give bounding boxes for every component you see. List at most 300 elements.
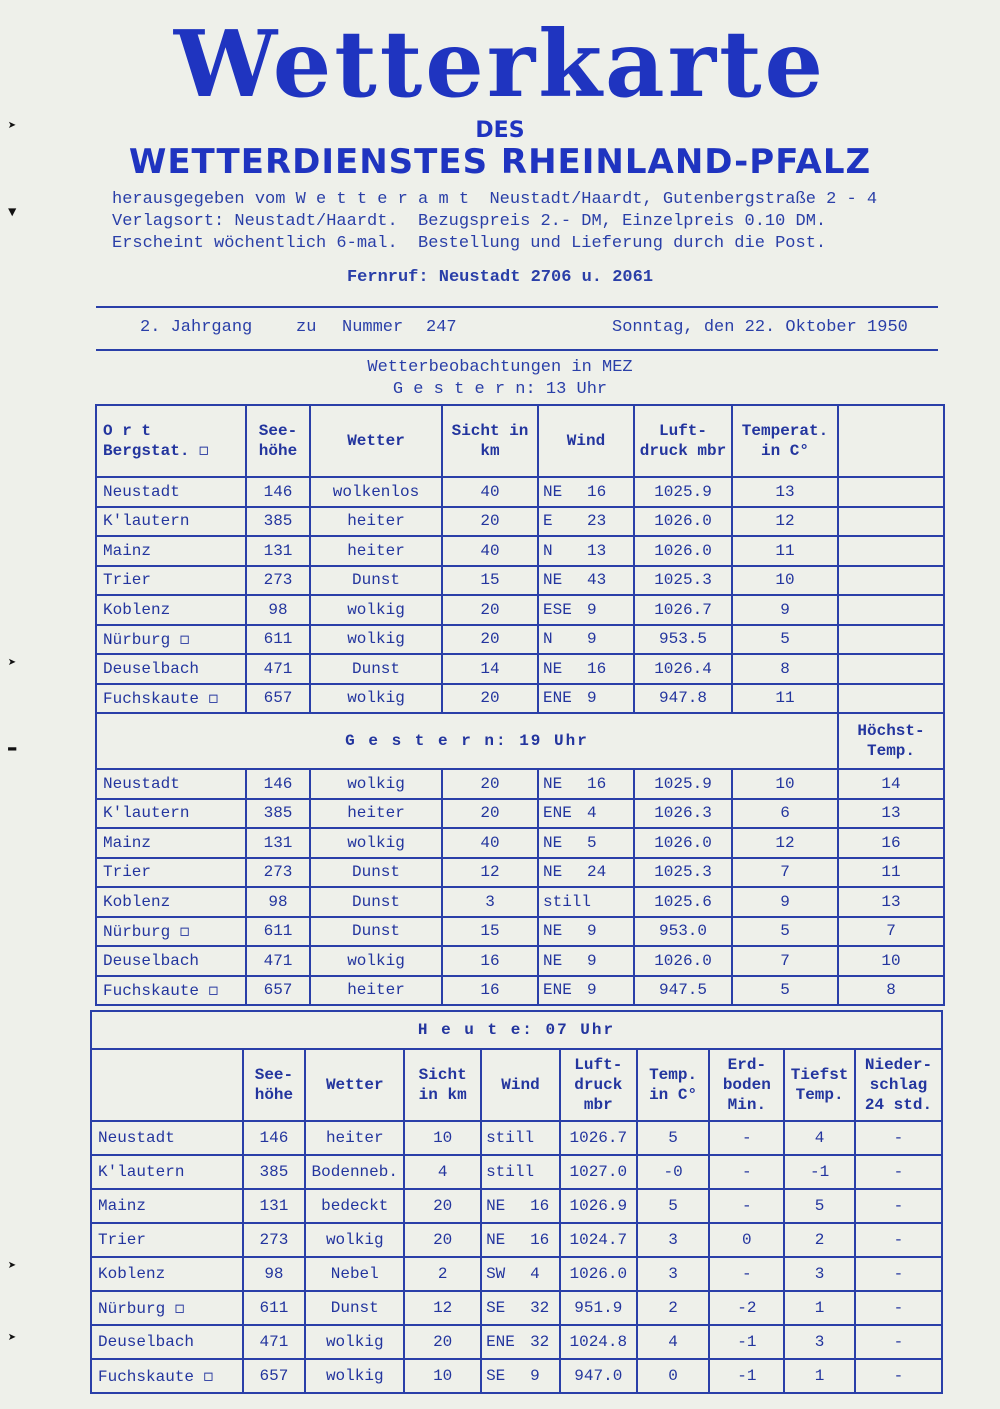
margin-mark: ➤ bbox=[8, 656, 17, 672]
cell-temp: 9 bbox=[732, 887, 838, 917]
cell-ort: Fuchskaute ◻ bbox=[96, 976, 246, 1006]
cell-sicht: 12 bbox=[442, 858, 538, 888]
cell-temp: 11 bbox=[732, 684, 838, 714]
table-row bbox=[96, 828, 944, 858]
cell-niederschlag: - bbox=[855, 1121, 942, 1155]
table-heute bbox=[90, 1010, 943, 1394]
table3-header-row bbox=[91, 1049, 942, 1121]
cell-temp: 7 bbox=[732, 946, 838, 976]
table-row bbox=[91, 1155, 942, 1189]
table-row bbox=[96, 507, 944, 537]
cell-seehoehe: 385 bbox=[246, 799, 310, 829]
ort-label: O r t bbox=[103, 422, 152, 440]
col-temp-header: Temperat. in C° bbox=[732, 405, 838, 477]
margin-mark: ➤ bbox=[8, 119, 17, 135]
cell-luftdruck: 953.0 bbox=[634, 917, 732, 947]
table-row bbox=[91, 1291, 942, 1325]
col-temp-header: Temp. in C° bbox=[637, 1049, 710, 1121]
cell-temp: 4 bbox=[637, 1325, 710, 1359]
bergstat-label: Bergstat. ◻ bbox=[103, 442, 209, 460]
cell-wetter: heiter bbox=[310, 976, 442, 1006]
table-row bbox=[91, 1325, 942, 1359]
cell-erdboden: -2 bbox=[709, 1291, 784, 1325]
cell-tiefst: 4 bbox=[784, 1121, 855, 1155]
cell-seehoehe: 146 bbox=[243, 1121, 306, 1155]
cell-temp: 10 bbox=[732, 769, 838, 799]
cell-ort: Nürburg ◻ bbox=[91, 1291, 243, 1325]
wind-direction: N bbox=[543, 630, 553, 649]
issue-number: 247 bbox=[426, 318, 457, 337]
col-ort-header bbox=[91, 1049, 243, 1121]
section2-title: G e s t e r n: 19 Uhr bbox=[96, 713, 838, 769]
cell-wind bbox=[481, 1291, 560, 1325]
cell-ort: Trier bbox=[91, 1223, 243, 1257]
cell-temp: 7 bbox=[732, 858, 838, 888]
cell-seehoehe: 146 bbox=[246, 769, 310, 799]
cell-seehoehe: 131 bbox=[246, 536, 310, 566]
publisher-line: herausgegeben vom W e t t e r a m t Neustadt/Haardt, Gutenbergstraße 2 - 4 bbox=[112, 190, 878, 209]
cell-wetter: Dunst bbox=[310, 566, 442, 596]
cell-wetter: wolkig bbox=[310, 946, 442, 976]
cell-ort: Koblenz bbox=[96, 595, 246, 625]
cell-wind bbox=[481, 1359, 560, 1393]
cell-ort: Fuchskaute ◻ bbox=[96, 684, 246, 714]
cell-hoechst: 13 bbox=[838, 799, 944, 829]
cell-luftdruck: 1026.7 bbox=[634, 595, 732, 625]
cell-seehoehe: 657 bbox=[246, 976, 310, 1006]
cell-hoechst: 10 bbox=[838, 946, 944, 976]
col-ort-header bbox=[96, 405, 246, 477]
wind-direction: NE bbox=[543, 659, 563, 678]
cell-ort: K'lautern bbox=[96, 507, 246, 537]
cell-wind bbox=[538, 625, 634, 655]
wind-direction: NE bbox=[486, 1197, 506, 1215]
cell-wetter: heiter bbox=[310, 799, 442, 829]
cell-erdboden: 0 bbox=[709, 1223, 784, 1257]
cell-sicht: 15 bbox=[442, 917, 538, 947]
wind-speed: 9 bbox=[587, 600, 597, 619]
cell-tiefst: 5 bbox=[784, 1189, 855, 1223]
publication-line: Verlagsort: Neustadt/Haardt. Bezugspreis 2.- DM, Einzelpreis 0.10 DM. bbox=[112, 212, 827, 231]
cell-empty bbox=[838, 595, 944, 625]
table-row bbox=[91, 1257, 942, 1291]
cell-ort: Nürburg ◻ bbox=[96, 625, 246, 655]
col-niederschlag-header: Nieder- schlag 24 std. bbox=[855, 1049, 942, 1121]
table-gestern bbox=[95, 404, 945, 1006]
cell-sicht: 16 bbox=[442, 946, 538, 976]
cell-wind bbox=[538, 595, 634, 625]
cell-wetter: wolkig bbox=[310, 625, 442, 655]
wind-direction: NE bbox=[543, 951, 563, 970]
cell-seehoehe: 98 bbox=[246, 887, 310, 917]
cell-wetter: bedeckt bbox=[305, 1189, 404, 1223]
cell-sicht: 20 bbox=[404, 1189, 481, 1223]
table-row bbox=[96, 566, 944, 596]
cell-hoechst: 13 bbox=[838, 887, 944, 917]
cell-hoechst: 7 bbox=[838, 917, 944, 947]
table-row bbox=[96, 477, 944, 507]
cell-ort: Deuselbach bbox=[96, 946, 246, 976]
cell-ort: Deuselbach bbox=[96, 654, 246, 684]
col-wind-header: Wind bbox=[538, 405, 634, 477]
cell-wind bbox=[481, 1325, 560, 1359]
wind-speed: 9 bbox=[530, 1367, 540, 1385]
cell-wind bbox=[538, 684, 634, 714]
wind-direction: ENE bbox=[543, 689, 572, 708]
cell-sicht: 2 bbox=[404, 1257, 481, 1291]
table-row bbox=[91, 1223, 942, 1257]
issue-number-label: Nummer bbox=[342, 318, 404, 337]
col-luftdruck-header: Luft- druck mbr bbox=[560, 1049, 637, 1121]
cell-wind bbox=[538, 799, 634, 829]
cell-ort: Neustadt bbox=[91, 1121, 243, 1155]
cell-ort: Trier bbox=[96, 566, 246, 596]
issue-date: Sonntag, den 22. Oktober 1950 bbox=[612, 318, 908, 337]
wind-direction: NE bbox=[543, 833, 563, 852]
col-seehoehe-header: See- höhe bbox=[246, 405, 310, 477]
table-row bbox=[91, 1359, 942, 1393]
wind-direction: NE bbox=[543, 922, 563, 941]
cell-wetter: wolkig bbox=[305, 1325, 404, 1359]
header-rule-bottom bbox=[96, 349, 938, 351]
table-row bbox=[96, 769, 944, 799]
cell-temp: 5 bbox=[732, 625, 838, 655]
cell-seehoehe: 657 bbox=[246, 684, 310, 714]
wind-speed: 9 bbox=[587, 981, 597, 1000]
margin-mark: ▬ bbox=[8, 740, 17, 756]
masthead-title: Wetterkarte bbox=[173, 10, 827, 118]
wind-direction: still bbox=[486, 1129, 535, 1147]
col-tiefst-header: Tiefst Temp. bbox=[784, 1049, 855, 1121]
cell-luftdruck: 947.8 bbox=[634, 684, 732, 714]
wind-direction: E bbox=[543, 512, 553, 531]
cell-sicht: 3 bbox=[442, 887, 538, 917]
margin-mark: ➤ bbox=[8, 1331, 17, 1347]
margin-mark: ➤ bbox=[8, 1259, 17, 1275]
cell-empty bbox=[838, 507, 944, 537]
cell-tiefst: -1 bbox=[784, 1155, 855, 1189]
cell-seehoehe: 385 bbox=[243, 1155, 306, 1189]
cell-luftdruck: 953.5 bbox=[634, 625, 732, 655]
cell-wetter: Dunst bbox=[305, 1291, 404, 1325]
cell-temp: 3 bbox=[637, 1223, 710, 1257]
cell-wetter: wolkig bbox=[310, 595, 442, 625]
cell-seehoehe: 98 bbox=[243, 1257, 306, 1291]
delivery-line: Erscheint wöchentlich 6-mal. Bestellung und Lieferung durch die Post. bbox=[112, 234, 827, 253]
cell-luftdruck: 1025.9 bbox=[634, 769, 732, 799]
cell-hoechst: 14 bbox=[838, 769, 944, 799]
cell-temp: 5 bbox=[637, 1121, 710, 1155]
cell-tiefst: 1 bbox=[784, 1359, 855, 1393]
cell-tiefst: 3 bbox=[784, 1325, 855, 1359]
table-row bbox=[91, 1121, 942, 1155]
cell-wind bbox=[538, 917, 634, 947]
cell-empty bbox=[838, 477, 944, 507]
cell-ort: Nürburg ◻ bbox=[96, 917, 246, 947]
cell-niederschlag: - bbox=[855, 1291, 942, 1325]
cell-sicht: 15 bbox=[442, 566, 538, 596]
wind-direction: SE bbox=[486, 1367, 506, 1385]
cell-luftdruck: 1026.7 bbox=[560, 1121, 637, 1155]
observations-title: Wetterbeobachtungen in MEZ bbox=[367, 358, 633, 377]
cell-temp: 0 bbox=[637, 1359, 710, 1393]
cell-ort: Trier bbox=[96, 858, 246, 888]
cell-sicht: 16 bbox=[442, 976, 538, 1006]
cell-sicht: 20 bbox=[404, 1223, 481, 1257]
cell-ort: K'lautern bbox=[91, 1155, 243, 1189]
wind-direction: ENE bbox=[543, 804, 572, 823]
cell-niederschlag: - bbox=[855, 1223, 942, 1257]
cell-wind bbox=[538, 769, 634, 799]
cell-sicht: 10 bbox=[404, 1121, 481, 1155]
cell-seehoehe: 273 bbox=[243, 1223, 306, 1257]
header-rule-top bbox=[96, 306, 938, 308]
table-row bbox=[96, 976, 944, 1006]
wind-direction: N bbox=[543, 541, 553, 560]
cell-wetter: Nebel bbox=[305, 1257, 404, 1291]
cell-luftdruck: 1026.9 bbox=[560, 1189, 637, 1223]
cell-wetter: Bodenneb. bbox=[305, 1155, 404, 1189]
cell-luftdruck: 1026.0 bbox=[634, 507, 732, 537]
cell-sicht: 14 bbox=[442, 654, 538, 684]
cell-luftdruck: 1026.0 bbox=[560, 1257, 637, 1291]
cell-seehoehe: 273 bbox=[246, 858, 310, 888]
cell-wind bbox=[538, 477, 634, 507]
wind-direction: NE bbox=[543, 774, 563, 793]
table-row bbox=[96, 946, 944, 976]
cell-seehoehe: 471 bbox=[243, 1325, 306, 1359]
cell-sicht: 20 bbox=[442, 625, 538, 655]
cell-sicht: 20 bbox=[442, 684, 538, 714]
cell-wetter: heiter bbox=[310, 507, 442, 537]
cell-erdboden: -1 bbox=[709, 1359, 784, 1393]
cell-wetter: wolkig bbox=[305, 1359, 404, 1393]
cell-temp: 12 bbox=[732, 828, 838, 858]
cell-sicht: 20 bbox=[404, 1325, 481, 1359]
table-row bbox=[96, 595, 944, 625]
cell-luftdruck: 1027.0 bbox=[560, 1155, 637, 1189]
cell-erdboden: - bbox=[709, 1155, 784, 1189]
cell-luftdruck: 1026.0 bbox=[634, 828, 732, 858]
cell-wetter: Dunst bbox=[310, 858, 442, 888]
cell-wind bbox=[538, 887, 634, 917]
cell-sicht: 40 bbox=[442, 536, 538, 566]
cell-sicht: 40 bbox=[442, 477, 538, 507]
cell-empty bbox=[838, 625, 944, 655]
cell-erdboden: - bbox=[709, 1189, 784, 1223]
cell-wind bbox=[481, 1121, 560, 1155]
cell-luftdruck: 1026.0 bbox=[634, 946, 732, 976]
cell-luftdruck: 1024.7 bbox=[560, 1223, 637, 1257]
phone-line: Fernruf: Neustadt 2706 u. 2061 bbox=[346, 268, 654, 287]
col-hoechst-header: Höchst- Temp. bbox=[838, 713, 944, 769]
cell-ort: Neustadt bbox=[96, 477, 246, 507]
wind-direction: NE bbox=[543, 482, 563, 501]
cell-wind bbox=[538, 946, 634, 976]
wind-direction: ESE bbox=[543, 600, 572, 619]
wind-speed: 9 bbox=[587, 951, 597, 970]
cell-temp: 5 bbox=[732, 917, 838, 947]
cell-wetter: wolkig bbox=[310, 828, 442, 858]
cell-temp: 13 bbox=[732, 477, 838, 507]
wind-direction: ENE bbox=[543, 981, 572, 1000]
cell-sicht: 20 bbox=[442, 799, 538, 829]
col-wind-header: Wind bbox=[481, 1049, 560, 1121]
wind-speed: 16 bbox=[587, 774, 607, 793]
wind-speed: 13 bbox=[587, 541, 607, 560]
wind-speed: 43 bbox=[587, 571, 607, 590]
cell-ort: Neustadt bbox=[96, 769, 246, 799]
cell-temp: 11 bbox=[732, 536, 838, 566]
cell-empty bbox=[838, 536, 944, 566]
masthead-des: DES bbox=[475, 118, 525, 143]
cell-seehoehe: 146 bbox=[246, 477, 310, 507]
wind-direction: SW bbox=[486, 1265, 506, 1283]
cell-wind bbox=[538, 858, 634, 888]
cell-niederschlag: - bbox=[855, 1189, 942, 1223]
cell-ort: Mainz bbox=[91, 1189, 243, 1223]
cell-niederschlag: - bbox=[855, 1257, 942, 1291]
cell-wetter: wolkig bbox=[310, 684, 442, 714]
cell-wetter: wolkenlos bbox=[310, 477, 442, 507]
cell-wind bbox=[538, 566, 634, 596]
cell-tiefst: 3 bbox=[784, 1257, 855, 1291]
wind-speed: 4 bbox=[530, 1265, 540, 1283]
cell-seehoehe: 471 bbox=[246, 654, 310, 684]
cell-luftdruck: 947.0 bbox=[560, 1359, 637, 1393]
cell-wind bbox=[481, 1223, 560, 1257]
cell-wetter: heiter bbox=[305, 1121, 404, 1155]
cell-luftdruck: 951.9 bbox=[560, 1291, 637, 1325]
cell-hoechst: 8 bbox=[838, 976, 944, 1006]
cell-sicht: 10 bbox=[404, 1359, 481, 1393]
cell-wetter: wolkig bbox=[305, 1223, 404, 1257]
cell-luftdruck: 947.5 bbox=[634, 976, 732, 1006]
issue-year: 2. Jahrgang bbox=[140, 318, 253, 337]
wind-direction: NE bbox=[543, 571, 563, 590]
cell-tiefst: 2 bbox=[784, 1223, 855, 1257]
cell-luftdruck: 1025.6 bbox=[634, 887, 732, 917]
col-sicht-header: Sicht in km bbox=[404, 1049, 481, 1121]
cell-temp: 5 bbox=[732, 976, 838, 1006]
wind-speed: 5 bbox=[587, 833, 597, 852]
cell-temp: -0 bbox=[637, 1155, 710, 1189]
cell-ort: Mainz bbox=[96, 828, 246, 858]
wind-direction: SE bbox=[486, 1299, 506, 1317]
cell-wind bbox=[538, 536, 634, 566]
cell-luftdruck: 1025.3 bbox=[634, 566, 732, 596]
table-row bbox=[96, 858, 944, 888]
col-erdboden-header: Erd- boden Min. bbox=[709, 1049, 784, 1121]
cell-seehoehe: 273 bbox=[246, 566, 310, 596]
cell-seehoehe: 131 bbox=[246, 828, 310, 858]
wind-speed: 32 bbox=[530, 1299, 550, 1317]
wind-speed: 4 bbox=[587, 804, 597, 823]
cell-ort: K'lautern bbox=[96, 799, 246, 829]
cell-sicht: 20 bbox=[442, 507, 538, 537]
section3-title-row bbox=[91, 1011, 942, 1049]
wind-speed: 9 bbox=[587, 689, 597, 708]
wind-speed: 16 bbox=[587, 659, 607, 678]
section1-title: G e s t e r n: 13 Uhr bbox=[392, 380, 608, 399]
cell-seehoehe: 471 bbox=[246, 946, 310, 976]
cell-seehoehe: 131 bbox=[243, 1189, 306, 1223]
section3-title: H e u t e: 07 Uhr bbox=[91, 1011, 942, 1049]
cell-seehoehe: 611 bbox=[243, 1291, 306, 1325]
wind-speed: 32 bbox=[530, 1333, 550, 1351]
cell-wind bbox=[538, 976, 634, 1006]
col-wetter-header: Wetter bbox=[310, 405, 442, 477]
table-row bbox=[96, 625, 944, 655]
cell-sicht: 40 bbox=[442, 828, 538, 858]
cell-niederschlag: - bbox=[855, 1359, 942, 1393]
cell-wetter: Dunst bbox=[310, 887, 442, 917]
cell-luftdruck: 1026.4 bbox=[634, 654, 732, 684]
cell-wetter: heiter bbox=[310, 536, 442, 566]
cell-ort: Deuselbach bbox=[91, 1325, 243, 1359]
cell-wetter: Dunst bbox=[310, 917, 442, 947]
cell-temp: 8 bbox=[732, 654, 838, 684]
table-row bbox=[96, 917, 944, 947]
cell-temp: 10 bbox=[732, 566, 838, 596]
table-row bbox=[96, 799, 944, 829]
cell-wind bbox=[538, 654, 634, 684]
cell-empty bbox=[838, 654, 944, 684]
col-empty-header bbox=[838, 405, 944, 477]
col-luftdruck-header: Luft- druck mbr bbox=[634, 405, 732, 477]
cell-hoechst: 11 bbox=[838, 858, 944, 888]
cell-luftdruck: 1025.9 bbox=[634, 477, 732, 507]
cell-empty bbox=[838, 684, 944, 714]
cell-ort: Fuchskaute ◻ bbox=[91, 1359, 243, 1393]
cell-luftdruck: 1024.8 bbox=[560, 1325, 637, 1359]
table-row bbox=[96, 654, 944, 684]
wind-direction: NE bbox=[486, 1231, 506, 1249]
cell-seehoehe: 385 bbox=[246, 507, 310, 537]
col-seehoehe-header: See- höhe bbox=[243, 1049, 306, 1121]
wind-direction: ENE bbox=[486, 1333, 515, 1351]
wind-speed: 9 bbox=[587, 630, 597, 649]
cell-erdboden: - bbox=[709, 1121, 784, 1155]
cell-seehoehe: 98 bbox=[246, 595, 310, 625]
cell-luftdruck: 1025.3 bbox=[634, 858, 732, 888]
masthead-subtitle: WETTERDIENSTES RHEINLAND-PFALZ bbox=[128, 142, 872, 182]
cell-temp: 5 bbox=[637, 1189, 710, 1223]
cell-temp: 9 bbox=[732, 595, 838, 625]
col-sicht-header: Sicht in km bbox=[442, 405, 538, 477]
wind-speed: 16 bbox=[530, 1231, 550, 1249]
table-row bbox=[96, 684, 944, 714]
cell-ort: Koblenz bbox=[91, 1257, 243, 1291]
cell-luftdruck: 1026.0 bbox=[634, 536, 732, 566]
wind-direction: NE bbox=[543, 863, 563, 882]
cell-empty bbox=[838, 566, 944, 596]
cell-temp: 6 bbox=[732, 799, 838, 829]
cell-temp: 2 bbox=[637, 1291, 710, 1325]
cell-wetter: wolkig bbox=[310, 769, 442, 799]
cell-erdboden: - bbox=[709, 1257, 784, 1291]
cell-temp: 12 bbox=[732, 507, 838, 537]
wind-speed: 16 bbox=[530, 1197, 550, 1215]
cell-sicht: 4 bbox=[404, 1155, 481, 1189]
cell-niederschlag: - bbox=[855, 1325, 942, 1359]
wind-speed: 23 bbox=[587, 512, 607, 531]
cell-seehoehe: 611 bbox=[246, 625, 310, 655]
cell-tiefst: 1 bbox=[784, 1291, 855, 1325]
wind-direction: still bbox=[486, 1163, 535, 1181]
col-wetter-header: Wetter bbox=[305, 1049, 404, 1121]
wind-speed: 24 bbox=[587, 863, 607, 882]
